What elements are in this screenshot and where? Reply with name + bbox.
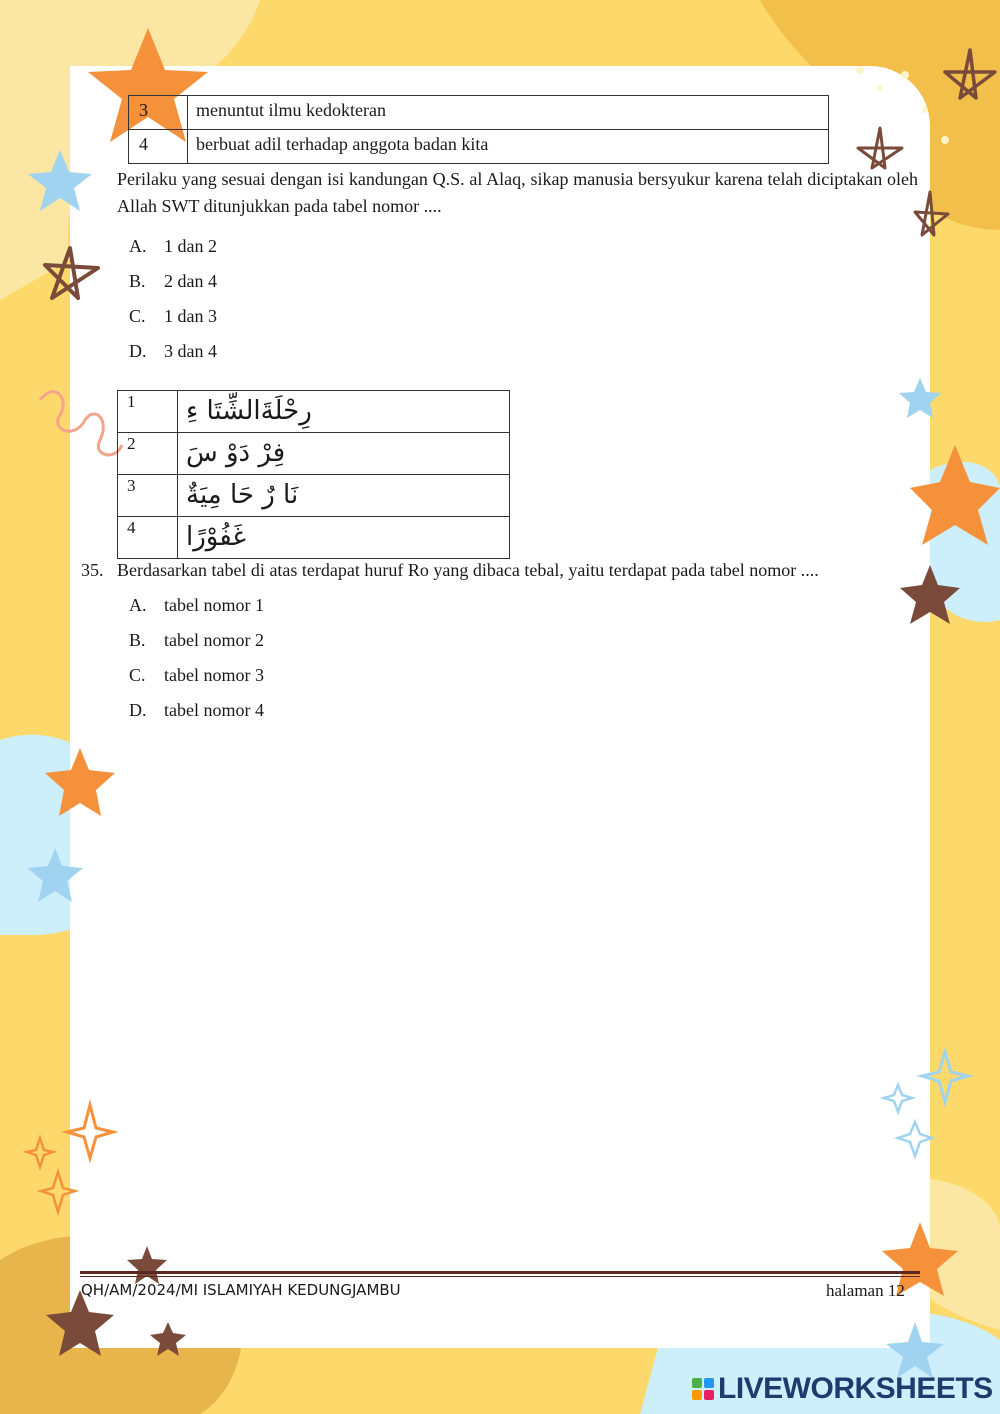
question-35-option-d[interactable] bbox=[129, 700, 264, 721]
option-letter: A. bbox=[129, 236, 147, 256]
star-blue-icon bbox=[27, 848, 83, 902]
sparkle-icon bbox=[884, 1085, 912, 1112]
question-34-option-c[interactable] bbox=[129, 306, 217, 327]
question-text: Berdasarkan tabel di atas terdapat huruf Ro yang dibaca tebal, yaitu terdapat pada tabel nomor .... bbox=[117, 560, 819, 580]
option-letter: D. bbox=[129, 341, 147, 361]
dot-icon bbox=[877, 85, 883, 91]
arabic-word: رِحْلَةَالشِّتَا ءِ bbox=[178, 391, 510, 433]
arabic-word: فِرْ دَوْ سَ bbox=[178, 433, 510, 475]
arabic-word: نَا رٌ حَا مِيَةٌ bbox=[178, 475, 510, 517]
statement-table bbox=[128, 95, 829, 164]
option-text: 2 dan 4 bbox=[164, 271, 217, 291]
row-number: 3 bbox=[129, 96, 188, 130]
row-text: menuntut ilmu kedokteran bbox=[188, 96, 829, 130]
star-blue-icon bbox=[899, 378, 941, 418]
row-number: 4 bbox=[118, 517, 178, 559]
footer-page-number: halaman 12 bbox=[826, 1281, 905, 1300]
option-letter: B. bbox=[129, 630, 146, 650]
dot-icon bbox=[901, 71, 909, 79]
question-34-option-a[interactable] bbox=[129, 236, 217, 257]
arabic-word: غَفُوْرًا bbox=[178, 517, 510, 559]
dot-icon bbox=[941, 136, 949, 144]
sparkle-icon bbox=[41, 1172, 75, 1212]
option-text: tabel nomor 2 bbox=[164, 630, 264, 650]
option-letter: C. bbox=[129, 665, 146, 685]
option-text: 3 dan 4 bbox=[164, 341, 217, 361]
star-blue-icon bbox=[28, 150, 92, 211]
brand-watermark[interactable]: LIVEWORKSHEETS bbox=[718, 1372, 993, 1405]
sparkle-icon bbox=[67, 1105, 113, 1158]
option-text: 1 dan 2 bbox=[164, 236, 217, 256]
row-number: 3 bbox=[118, 475, 178, 517]
liveworksheets-logo-icon bbox=[692, 1378, 714, 1400]
star-outline-brown-icon bbox=[45, 248, 98, 298]
option-text: tabel nomor 4 bbox=[164, 700, 264, 720]
footer-document-code: QH/AM/2024/MI ISLAMIYAH KEDUNGJAMBU bbox=[81, 1281, 401, 1299]
option-letter: A. bbox=[129, 595, 147, 615]
sparkle-icon bbox=[898, 1122, 932, 1156]
row-number: 1 bbox=[118, 391, 178, 433]
table-row bbox=[118, 517, 510, 559]
footer-divider bbox=[80, 1276, 920, 1277]
question-35-option-b[interactable] bbox=[129, 630, 264, 651]
option-text: tabel nomor 1 bbox=[164, 595, 264, 615]
row-number: 4 bbox=[129, 130, 188, 164]
table-row bbox=[118, 391, 510, 433]
table-row bbox=[118, 475, 510, 517]
star-outline-brown-icon bbox=[945, 50, 995, 98]
star-blue-icon bbox=[886, 1322, 944, 1378]
question-34-option-d[interactable] bbox=[129, 341, 217, 362]
row-text: berbuat adil terhadap anggota badan kita bbox=[188, 130, 829, 164]
dot-icon bbox=[856, 66, 864, 74]
star-brown-icon bbox=[150, 1322, 186, 1356]
question-number: 35. bbox=[81, 560, 104, 580]
star-outline-brown-icon bbox=[858, 128, 902, 168]
footer-divider bbox=[80, 1271, 920, 1274]
star-orange-icon bbox=[45, 748, 115, 816]
star-outline-brown-icon bbox=[915, 192, 948, 235]
option-letter: B. bbox=[129, 271, 146, 291]
option-text: 1 dan 3 bbox=[164, 306, 217, 326]
star-orange-icon bbox=[910, 445, 1000, 545]
table-row bbox=[129, 130, 829, 164]
sparkle-icon bbox=[922, 1052, 968, 1102]
option-letter: D. bbox=[129, 700, 147, 720]
question-34-stem: Perilaku yang sesuai dengan isi kandungan Q.S. al Alaq, sikap manusia bersyukur karena telah diciptakan oleh Allah SWT ditunjukkan pada tabel nomor .... bbox=[117, 169, 918, 216]
question-35-stem bbox=[81, 560, 819, 581]
table-row bbox=[129, 96, 829, 130]
star-brown-icon bbox=[127, 1246, 167, 1284]
arabic-words-table bbox=[117, 390, 510, 559]
option-letter: C. bbox=[129, 306, 146, 326]
question-34-option-b[interactable] bbox=[129, 271, 217, 292]
star-brown-icon bbox=[46, 1290, 114, 1356]
question-35-option-c[interactable] bbox=[129, 665, 264, 686]
swirl-icon bbox=[40, 392, 122, 455]
table-row bbox=[118, 433, 510, 475]
question-35-option-a[interactable] bbox=[129, 595, 264, 616]
sparkle-icon bbox=[27, 1138, 53, 1167]
option-text: tabel nomor 3 bbox=[164, 665, 264, 685]
star-brown-icon bbox=[900, 565, 960, 624]
row-number: 2 bbox=[118, 433, 178, 475]
dot-icon bbox=[922, 107, 928, 113]
